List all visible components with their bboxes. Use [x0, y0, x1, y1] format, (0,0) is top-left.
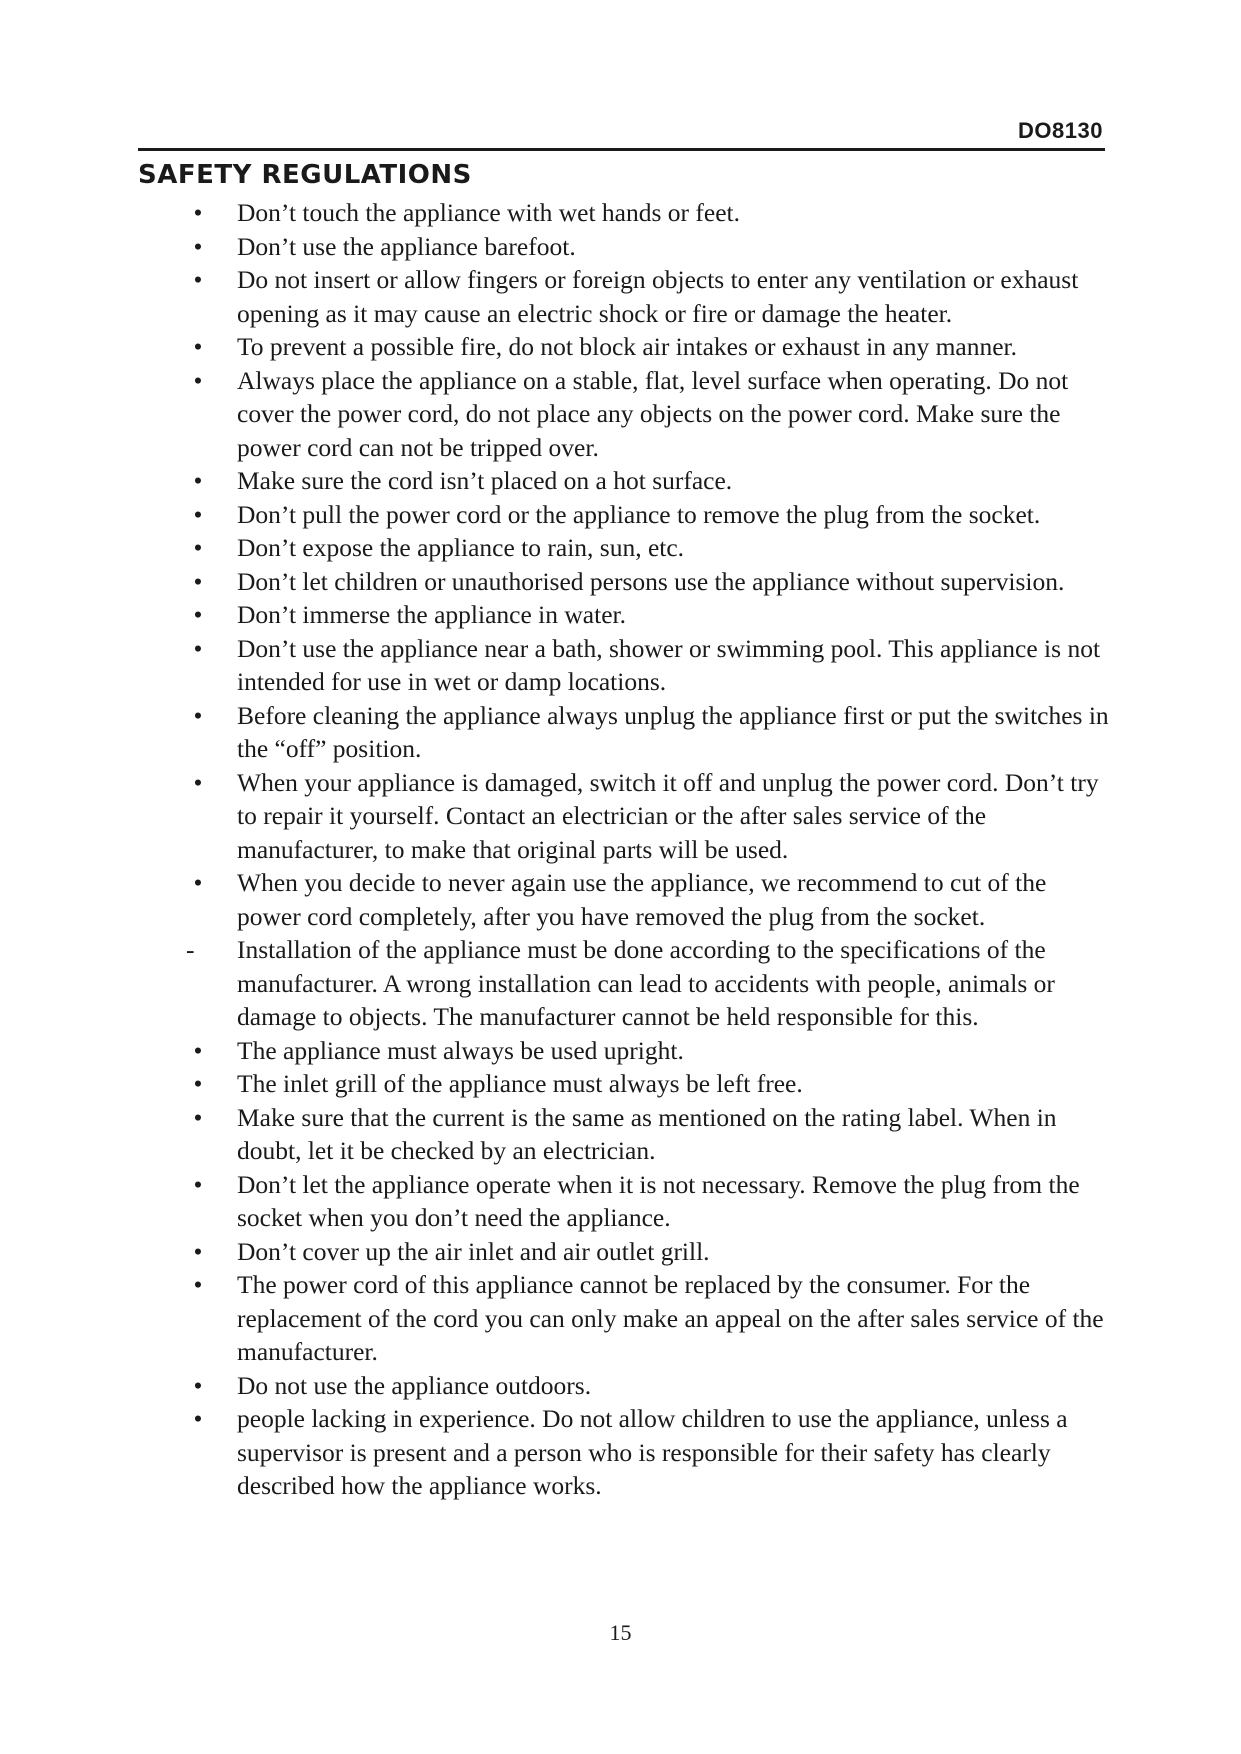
list-item	[0, 1402, 1241, 1503]
list-item	[0, 364, 1241, 465]
bullet-icon: •	[193, 566, 203, 596]
list-item-text: When your appliance is damaged, switch it off and unplug the power cord. Don’t try to repair it yourself. Contact an electrician or the after sales service of the manufacturer, to make that original parts will be used.	[237, 767, 1099, 864]
list-item	[0, 230, 1241, 264]
bullet-icon: •	[193, 600, 203, 629]
bullet-icon: •	[193, 1236, 203, 1266]
list-item	[0, 464, 1241, 498]
page-number: 15	[609, 1620, 632, 1645]
bullet-icon: •	[193, 1069, 203, 1098]
list-item-text: Always place the appliance on a stable, flat, level surface when operating. Do not cover the power cord, do not place any objects on the power cord. Make sure the power cord can not be tripped over.	[237, 365, 1069, 462]
list-item	[0, 1067, 1241, 1101]
list-item-text: The appliance must always be used upright.	[237, 1035, 684, 1065]
list-item-text: Don’t let the appliance operate when it is not necessary. Remove the plug from the socket when you don’t need the appliance.	[237, 1169, 1080, 1232]
safety-list	[0, 196, 1241, 1503]
list-item-text: Do not insert or allow fingers or foreign objects to enter any ventilation or exhaust opening as it may cause an electric shock or fire or damage the heater.	[237, 265, 1079, 328]
list-item-text: Don’t touch the appliance with wet hands or feet.	[237, 198, 741, 227]
bullet-icon: •	[193, 868, 203, 897]
list-item	[0, 766, 1241, 867]
list-item	[0, 498, 1241, 532]
list-item-text: Don’t pull the power cord or the appliance to remove the plug from the socket.	[237, 499, 1041, 529]
list-item-text: Make sure the cord isn’t placed on a hot surface.	[237, 466, 733, 495]
list-item	[0, 866, 1241, 933]
header-rule	[138, 148, 1105, 151]
model-number: DO8130	[1018, 118, 1103, 143]
list-item-text: The inlet grill of the appliance must always be left free.	[237, 1069, 803, 1098]
list-item	[0, 565, 1241, 599]
dash-marker: -	[186, 935, 195, 964]
list-item-text: When you decide to never again use the appliance, we recommend to cut of the power cord completely, after you have removed the plug from the socket.	[237, 868, 1047, 931]
list-item-text: Don’t let children or unauthorised persons use the appliance without supervision.	[237, 566, 1065, 596]
bullet-icon: •	[193, 198, 203, 227]
bullet-icon: •	[193, 332, 203, 361]
list-item	[0, 196, 1241, 230]
bullet-icon: •	[193, 265, 203, 294]
list-item-text: Don’t expose the appliance to rain, sun, etc.	[237, 533, 685, 562]
list-item	[0, 598, 1241, 632]
bullet-icon: •	[193, 499, 203, 529]
list-item	[0, 1235, 1241, 1269]
list-item	[0, 330, 1241, 364]
list-item-text: To prevent a possible fire, do not block air intakes or exhaust in any manner.	[237, 332, 1018, 361]
bullet-icon: •	[193, 1370, 203, 1400]
list-item	[0, 1268, 1241, 1369]
bullet-icon: •	[193, 533, 203, 562]
list-item-text: Don’t cover up the air inlet and air outlet grill.	[237, 1236, 710, 1266]
list-item-text: Don’t use the appliance barefoot.	[237, 231, 576, 261]
list-item	[0, 632, 1241, 699]
bullet-icon: •	[193, 767, 203, 797]
list-item	[0, 1034, 1241, 1068]
list-item	[0, 1168, 1241, 1235]
bullet-icon: •	[193, 466, 203, 495]
list-item-text: Make sure that the current is the same as mentioned on the rating label. When in doubt, let it be checked by an electrician.	[237, 1102, 1057, 1165]
list-item-text: Installation of the appliance must be done according to the specifications of the manufacturer. A wrong installation can lead to accidents with people, animals or damage to objects. The manufacturer cannot be held responsible for this.	[237, 935, 1055, 1031]
list-item	[0, 263, 1241, 330]
bullet-icon: •	[193, 633, 203, 663]
bullet-icon: •	[193, 231, 203, 261]
list-item	[0, 1101, 1241, 1168]
list-item-text: Don’t immerse the appliance in water.	[237, 600, 626, 629]
bullet-icon: •	[193, 1404, 203, 1433]
list-item-text: Do not use the appliance outdoors.	[237, 1370, 592, 1400]
list-item	[0, 1369, 1241, 1403]
bullet-icon: •	[193, 1270, 203, 1299]
list-item-text: Don’t use the appliance near a bath, shower or swimming pool. This appliance is not intended for use in wet or damp locations.	[237, 633, 1101, 696]
list-item-text: Before cleaning the appliance always unplug the appliance first or put the switches in the “off” position.	[237, 700, 1109, 763]
list-item	[0, 699, 1241, 766]
section-title: SAFETY REGULATIONS	[138, 160, 472, 190]
list-item-text: people lacking in experience. Do not allow children to use the appliance, unless a supervisor is present and a person who is responsible for their safety has clearly described how the appliance works.	[237, 1404, 1068, 1500]
list-item	[0, 933, 1241, 1034]
bullet-icon: •	[193, 365, 203, 395]
bullet-icon: •	[193, 700, 203, 730]
bullet-icon: •	[193, 1169, 203, 1199]
list-item	[0, 531, 1241, 565]
bullet-icon: •	[193, 1102, 203, 1132]
bullet-icon: •	[193, 1035, 203, 1065]
list-item-text: The power cord of this appliance cannot be replaced by the consumer. For the replacement of the cord you can only make an appeal on the after sales service of the manufacturer.	[237, 1270, 1104, 1366]
